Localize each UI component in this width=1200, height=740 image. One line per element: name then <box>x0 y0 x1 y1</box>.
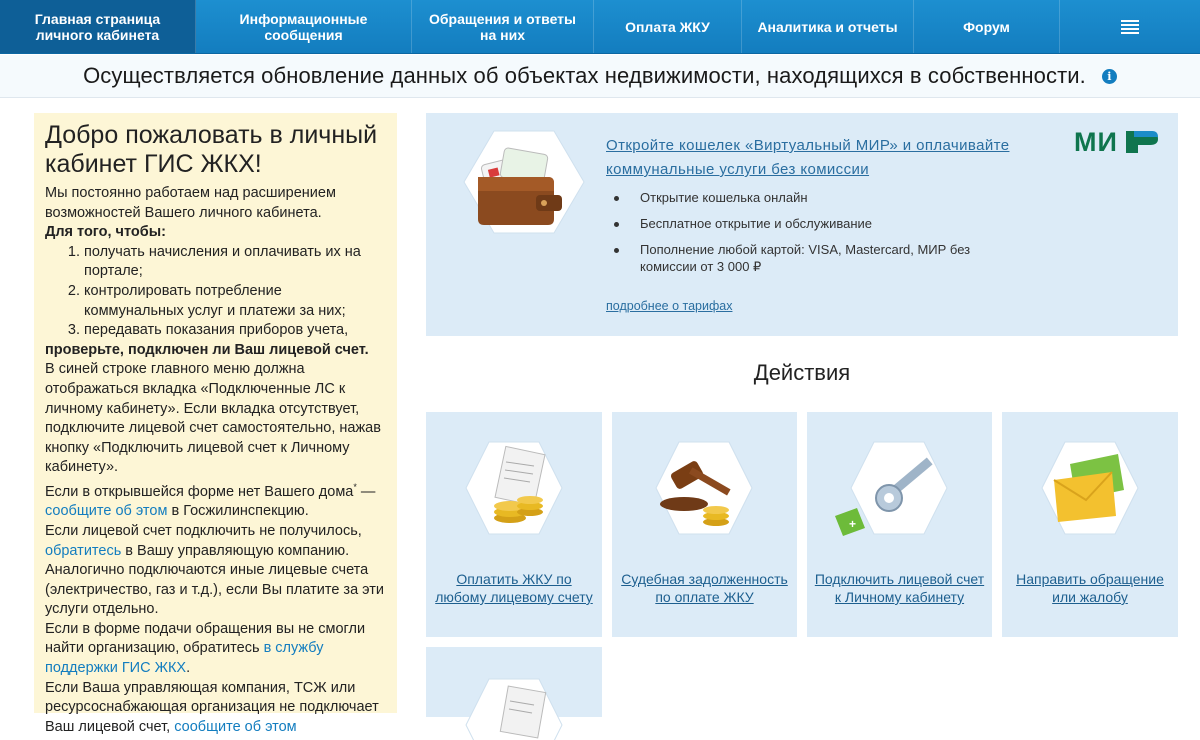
connect-account-card[interactable] <box>807 412 992 637</box>
actions-title: Действия <box>753 360 851 385</box>
welcome-panel <box>34 113 397 735</box>
gavel-icon <box>654 438 754 538</box>
list-item: Открытие кошелька онлайн <box>606 189 1026 206</box>
welcome-intro: Мы постоянно работаем над расширением возможностей Вашего личного кабинета. <box>45 185 336 221</box>
card-label[interactable]: Направить обращение или жалобу <box>1016 571 1164 605</box>
notice-text: Осуществляется обновление данных об объектах недвижимости, находящихся в собственности. <box>83 63 1086 88</box>
subsidy-document-icon <box>464 675 564 735</box>
report-link[interactable]: сообщите об этом <box>174 718 297 735</box>
welcome-for-label: Для того, чтобы: <box>45 224 166 241</box>
pay-housing-card[interactable] <box>426 412 602 637</box>
list-item: 1. получать начисления и оплачивать их на портале; <box>84 243 385 282</box>
report-house-link[interactable]: сообщите об этом <box>45 503 168 520</box>
hamburger-menu-icon <box>1121 20 1139 34</box>
nav-item-label: Аналитика и отчеты <box>757 18 898 35</box>
key-icon <box>849 438 949 538</box>
nav-item-label: Форум <box>963 18 1010 35</box>
nav-item-messages[interactable] <box>196 0 412 53</box>
welcome-paragraph-report: Если Ваша управляющая компания, ТСЖ или ресурсоснабжающая организация не подключает Ваш лицевой счет, сообщите об этом <box>45 679 379 735</box>
contact-company-link[interactable]: обратитесь <box>45 542 122 559</box>
card-label[interactable]: Судебная задолженность по оплате ЖКУ <box>621 571 788 605</box>
nav-item-appeals[interactable] <box>412 0 594 53</box>
card-label[interactable]: Оплатить ЖКУ по любому лицевому счету <box>435 571 593 605</box>
subsidy-card[interactable] <box>426 647 602 717</box>
welcome-title: Добро пожаловать в личный кабинет ГИС ЖКХ! <box>45 121 378 178</box>
nav-item-label: Обращения и ответы на них <box>429 10 576 43</box>
court-debt-card[interactable] <box>612 412 797 637</box>
welcome-paragraph-company: Если лицевой счет подключить не получилось, обратитесь в Вашу управляющую компанию. Аналогично подключаются иные лицевые счета (электричество, газ и т.д.), если Вы платите за эти услуги отдельно. <box>45 522 384 618</box>
list-item: 3. передавать показания приборов учета, <box>84 321 385 341</box>
promo-bullets <box>606 189 1026 284</box>
mir-wallet-promo <box>426 113 1178 336</box>
wallet-icon <box>464 129 584 235</box>
svg-text:+: + <box>849 517 857 531</box>
info-icon[interactable]: i <box>1102 69 1117 84</box>
nav-item-home[interactable] <box>0 0 196 53</box>
support-service-link[interactable]: в службу поддержки ГИС ЖКХ <box>45 640 324 677</box>
nav-item-label: Информационные сообщения <box>239 10 368 43</box>
welcome-check-text: проверьте, подключен ли Ваш лицевой счет. <box>45 341 369 358</box>
send-appeal-card[interactable] <box>1002 412 1178 637</box>
card-label[interactable]: Подключить лицевой счет к Личному кабинету <box>814 571 985 605</box>
update-notice <box>0 55 1200 98</box>
welcome-paragraph-house: Если в открывшейся форме нет Вашего дома* — сообщите об этом в Госжилинспекцию. <box>45 481 376 520</box>
tariffs-link[interactable]: подробнее о тарифах <box>606 299 733 313</box>
welcome-paragraph-support: Если в форме подачи обращения вы не смогли найти организацию, обратитесь в службу поддержки ГИС ЖКХ. <box>45 620 366 677</box>
welcome-goals-list <box>45 243 385 341</box>
main-nav <box>0 0 1200 54</box>
nav-menu-button[interactable] <box>1060 0 1200 53</box>
nav-item-forum[interactable] <box>914 0 1060 53</box>
mir-logo <box>1074 127 1158 157</box>
bill-coins-icon <box>464 438 564 538</box>
nav-item-payment[interactable] <box>594 0 742 53</box>
list-item: Бесплатное открытие и обслуживание <box>606 215 1026 232</box>
nav-item-label: Оплата ЖКУ <box>625 18 710 35</box>
welcome-paragraph-tab: В синей строке главного меню должна отображаться вкладка «Подключенные ЛС к личному кабинету». Если вкладка отсутствует, подключите лицевой счет самостоятельно, нажав кнопку «Подключить лицевой счет к Личному кабинету». <box>45 361 381 476</box>
list-item: 2. контролировать потребление коммунальных услуг и платежи за них; <box>84 282 385 321</box>
svg-text:МИ: МИ <box>1074 127 1118 157</box>
envelope-icon <box>1040 438 1140 538</box>
list-item: Пополнение любой картой: VISA, Mastercard, МИР без комиссии от 3 000 ₽ <box>606 241 1026 275</box>
mir-wallet-link[interactable]: Откройте кошелек «Виртуальный МИР» и оплачивайте коммунальные услуги без комиссии <box>606 137 1010 178</box>
nav-item-label: Главная страница личного кабинета <box>34 10 161 43</box>
nav-item-analytics[interactable] <box>742 0 914 53</box>
